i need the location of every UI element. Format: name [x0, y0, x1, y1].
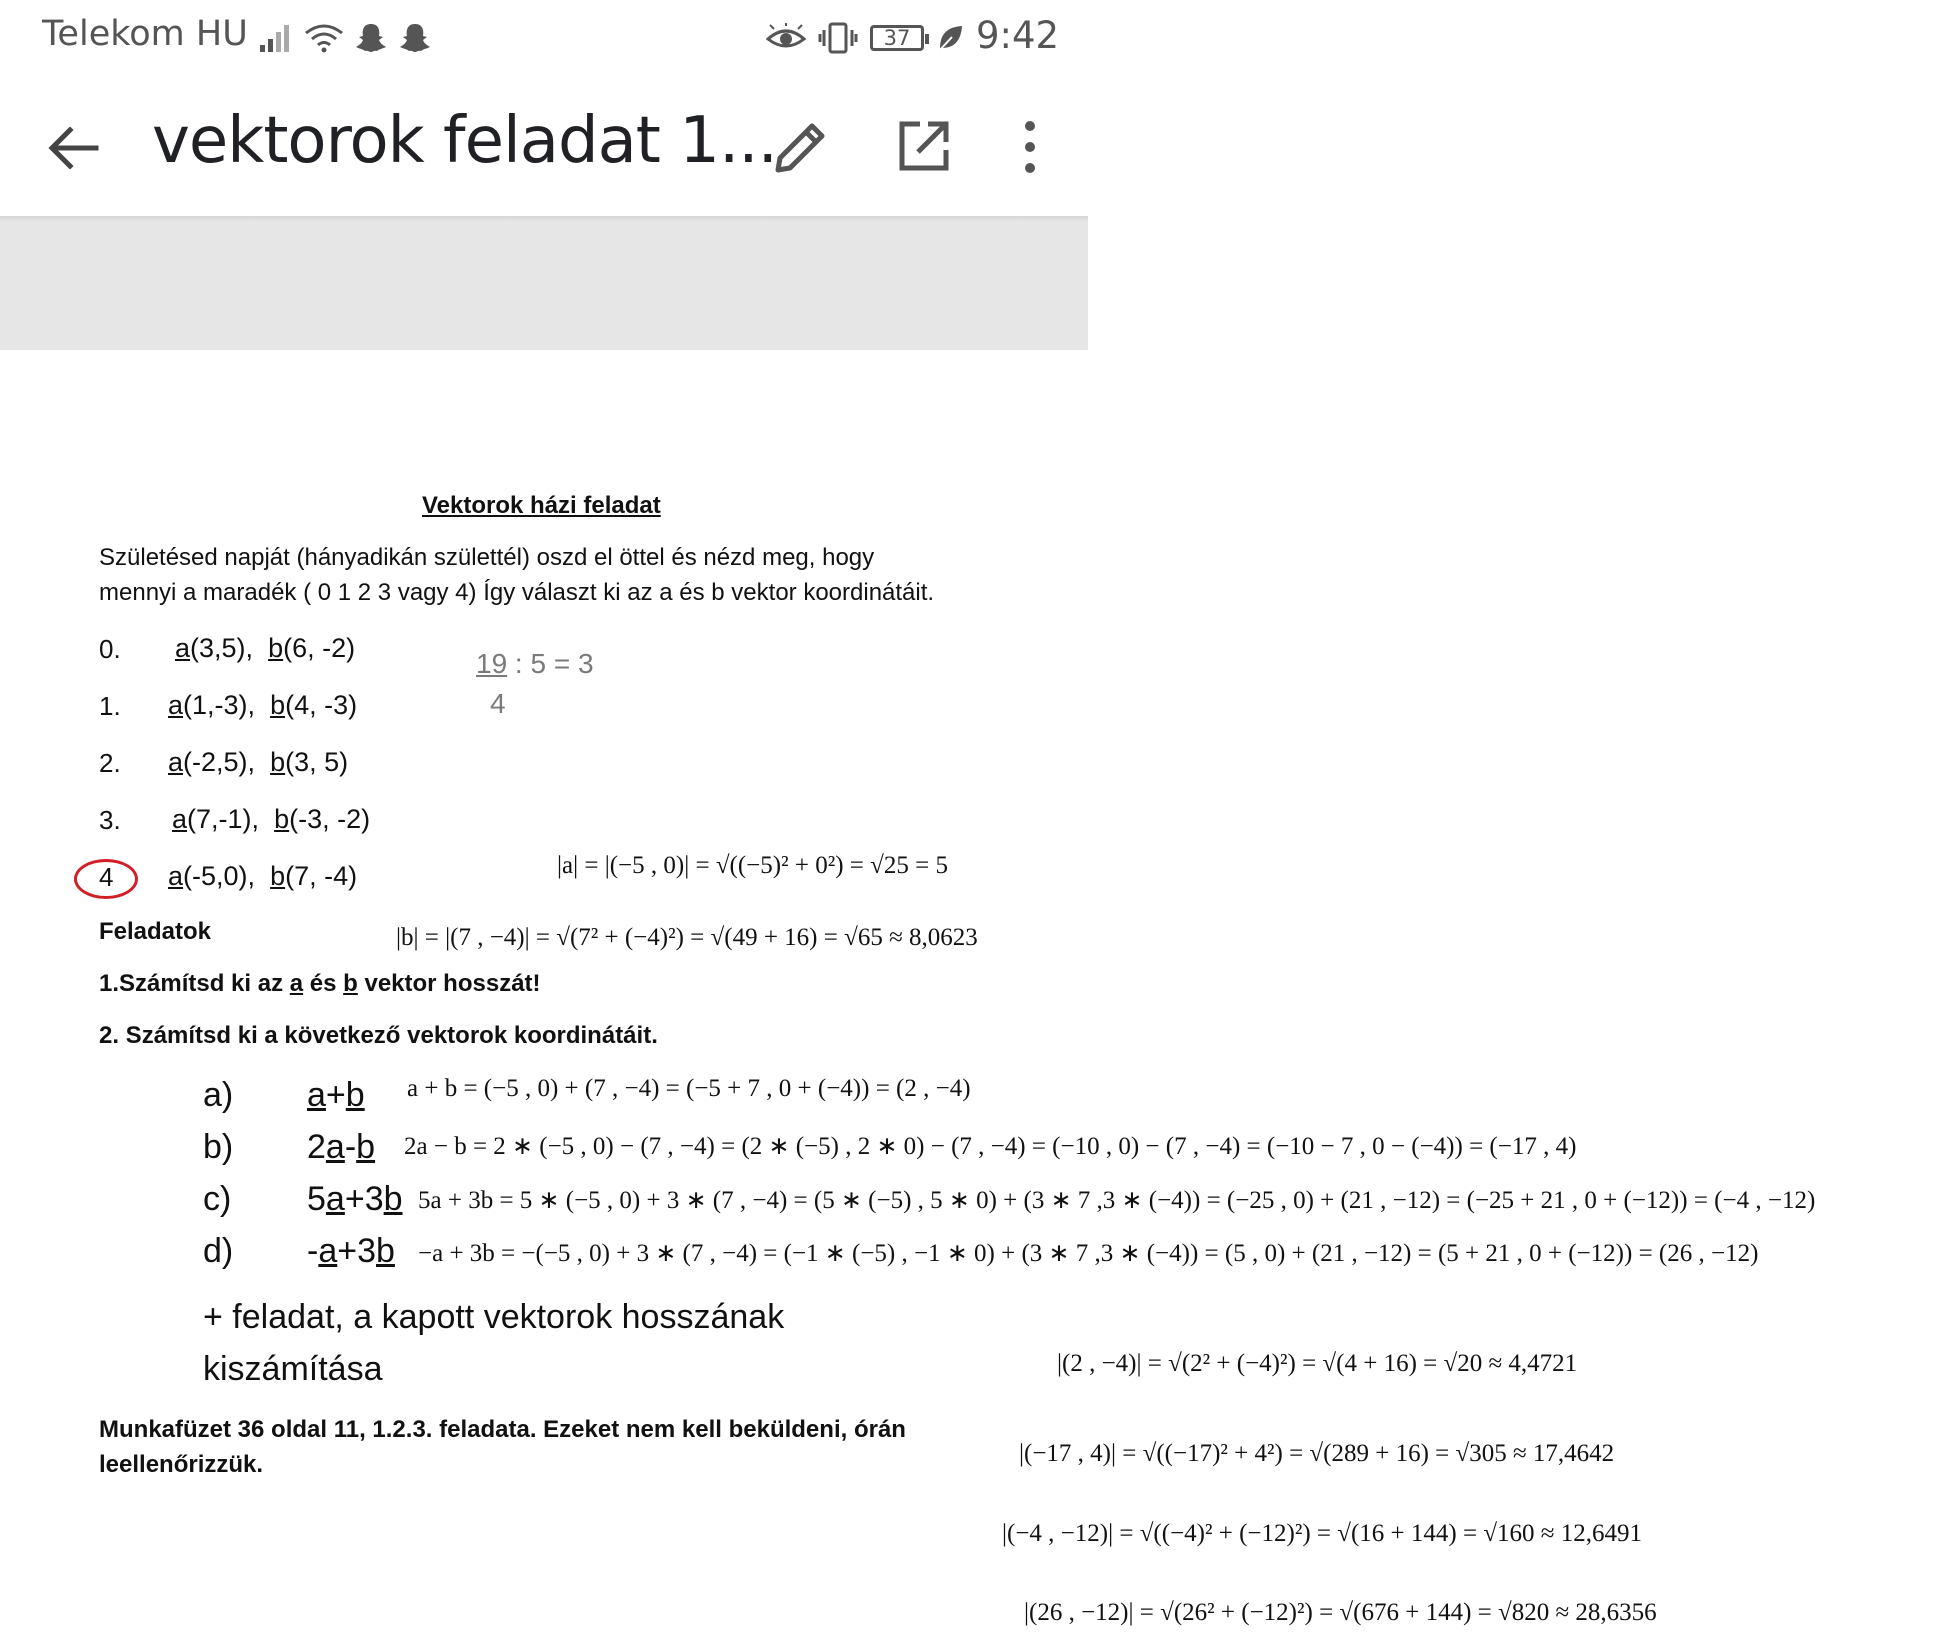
edit-icon[interactable] — [770, 116, 832, 178]
subtask-expression: 5a+3b — [307, 1180, 403, 1218]
vector-b: b — [270, 861, 286, 891]
option-vectors — [168, 690, 357, 721]
option-number: 4 — [99, 862, 114, 892]
vector-b-coords: (3, 5) — [285, 747, 349, 777]
document-title: vektorok feladat 1... — [152, 104, 777, 178]
workbook-line-2: leellenőrizzük. — [99, 1451, 264, 1478]
status-icons-right — [766, 14, 964, 62]
subtask-letter: b) — [203, 1128, 234, 1166]
snapchat-icon — [398, 22, 432, 54]
task-1-prefix: 1.Számítsd ki az — [99, 970, 290, 997]
tasks-heading: Feladatok — [99, 918, 212, 945]
subtask-expression: a+b — [307, 1076, 365, 1114]
task-2: 2. Számítsd ki a következő vektorok koordinátáit. — [99, 1022, 658, 1049]
vector-b-coords: (6, -2) — [283, 633, 356, 663]
vector-a: a — [168, 690, 184, 720]
option-vectors — [168, 861, 357, 892]
intro-line-2: mennyi a maradék ( 0 1 2 3 vagy 4) Így választ ki az a és b vektor koordinátáit. — [99, 579, 935, 606]
length-b-formula: |b| = |(7 , −4)| = √(7² + (−4)²) = √(49 + 16) = √65 ≈ 8,0623 — [396, 924, 978, 951]
vector-a: a — [168, 747, 184, 777]
vector-b: b — [274, 804, 290, 834]
intro-line-1: Születésed napját (hányadikán születtél) oszd el öttel és nézd meg, hogy — [99, 544, 875, 571]
task-1 — [99, 970, 541, 998]
vector-b-coords: (4, -3) — [285, 690, 358, 720]
task-1-suffix: vektor hosszát! — [357, 970, 541, 997]
solution-neg-a-plus-3b: −a + 3b = −(−5 , 0) + 3 ∗ (7 , −4) = (−1 ∗ (−5) , −1 ∗ 0) + (3 ∗ 7 ,3 ∗ (−4)) = (5 , 0) + (21 , −12) = (5 + 21 , 0 + (−12)) = (26 , −12) — [418, 1240, 1759, 1267]
subtask-letter: c) — [203, 1180, 232, 1218]
toolbar-shadow-area — [0, 216, 1088, 350]
vector-a-coords: (7,-1), — [187, 804, 260, 834]
option-vectors — [168, 747, 348, 778]
vector-b: b — [270, 690, 286, 720]
length-a-formula: |a| = |(−5 , 0)| = √((−5)² + 0²) = √25 = 5 — [557, 852, 948, 879]
battery-icon: 37 — [870, 25, 924, 51]
length-result-3: |(−4 , −12)| = √((−4)² + (−12)²) = √(16 + 144) = √160 ≈ 12,6491 — [1002, 1520, 1643, 1547]
subtask-expression: 2a-b — [307, 1128, 376, 1166]
open-in-new-icon[interactable] — [894, 116, 954, 176]
vector-b: b — [343, 970, 358, 997]
solution-2a-minus-b: 2a − b = 2 ∗ (−5 , 0) − (7 , −4) = (2 ∗ (−5) , 2 ∗ 0) − (7 , −4) = (−10 , 0) − (7 , −4) = (−10 − 7 , 0 − (−4)) = (−17 , 4) — [404, 1133, 1577, 1160]
back-arrow-icon[interactable] — [44, 118, 104, 178]
vector-a: a — [168, 861, 184, 891]
option-number: 2. — [99, 748, 121, 778]
extra-task-line-2: kiszámítása — [203, 1350, 383, 1388]
eye-icon — [766, 23, 806, 53]
extra-task-line-1: + feladat, a kapott vektorok hosszának — [203, 1298, 785, 1336]
solution-a-plus-b: a + b = (−5 , 0) + (7 , −4) = (−5 + 7 , 0 + (−4)) = (2 , −4) — [407, 1075, 971, 1102]
length-result-1: |(2 , −4)| = √(2² + (−4)²) = √(4 + 16) = √20 ≈ 4,4721 — [1057, 1350, 1578, 1377]
vector-a: a — [175, 633, 191, 663]
subtask-letter: d) — [203, 1232, 234, 1270]
vibrate-icon — [818, 22, 858, 54]
handwritten-division — [476, 648, 594, 680]
app-bar — [0, 80, 1088, 216]
carrier-label: Telekom HU — [42, 14, 248, 54]
subtask-expression: -a+3b — [307, 1232, 395, 1270]
vector-b: b — [270, 747, 286, 777]
clock: 9:42 — [976, 14, 1060, 57]
wifi-icon — [304, 23, 344, 53]
document-heading: Vektorok házi feladat — [422, 492, 661, 519]
option-number: 0. — [99, 634, 121, 664]
vector-a-coords: (1,-3), — [183, 690, 256, 720]
vector-a-coords: (-2,5), — [183, 747, 256, 777]
vector-a: a — [289, 970, 304, 997]
vector-b-coords: (-3, -2) — [289, 804, 371, 834]
option-vectors — [175, 633, 355, 664]
leaf-icon — [936, 23, 964, 53]
division-rest: : 5 = 3 — [507, 648, 594, 679]
vector-a-coords: (-5,0), — [183, 861, 256, 891]
option-number: 1. — [99, 691, 121, 721]
option-vectors — [172, 804, 370, 835]
option-number: 3. — [99, 805, 121, 835]
vector-a: a — [172, 804, 188, 834]
vector-a-coords: (3,5), — [190, 633, 254, 663]
length-result-2: |(−17 , 4)| = √((−17)² + 4²) = √(289 + 16) = √305 ≈ 17,4642 — [1019, 1440, 1615, 1467]
task-1-mid: és — [303, 970, 344, 997]
subtask-letter: a) — [203, 1076, 234, 1114]
signal-icon — [258, 23, 294, 53]
more-vert-icon[interactable] — [1012, 116, 1048, 178]
workbook-line-1: Munkafüzet 36 oldal 11, 1.2.3. feladata. Ezeket nem kell beküldeni, órán — [99, 1416, 906, 1443]
length-result-4: |(26 , −12)| = √(26² + (−12)²) = √(676 + 144) = √820 ≈ 28,6356 — [1024, 1599, 1657, 1626]
remainder: 4 — [490, 688, 506, 719]
vector-b: b — [268, 633, 284, 663]
dividend: 19 — [476, 648, 508, 679]
solution-5a-plus-3b: 5a + 3b = 5 ∗ (−5 , 0) + 3 ∗ (7 , −4) = (5 ∗ (−5) , 5 ∗ 0) + (3 ∗ 7 ,3 ∗ (−4)) = (−25 , 0) + (21 , −12) = (−25 + 21 , 0 + (−12)) = (−4 , −12) — [418, 1187, 1816, 1214]
snapchat-icon — [354, 22, 388, 54]
status-icons-left — [258, 14, 432, 62]
vector-b-coords: (7, -4) — [285, 861, 358, 891]
status-bar — [0, 0, 1088, 80]
